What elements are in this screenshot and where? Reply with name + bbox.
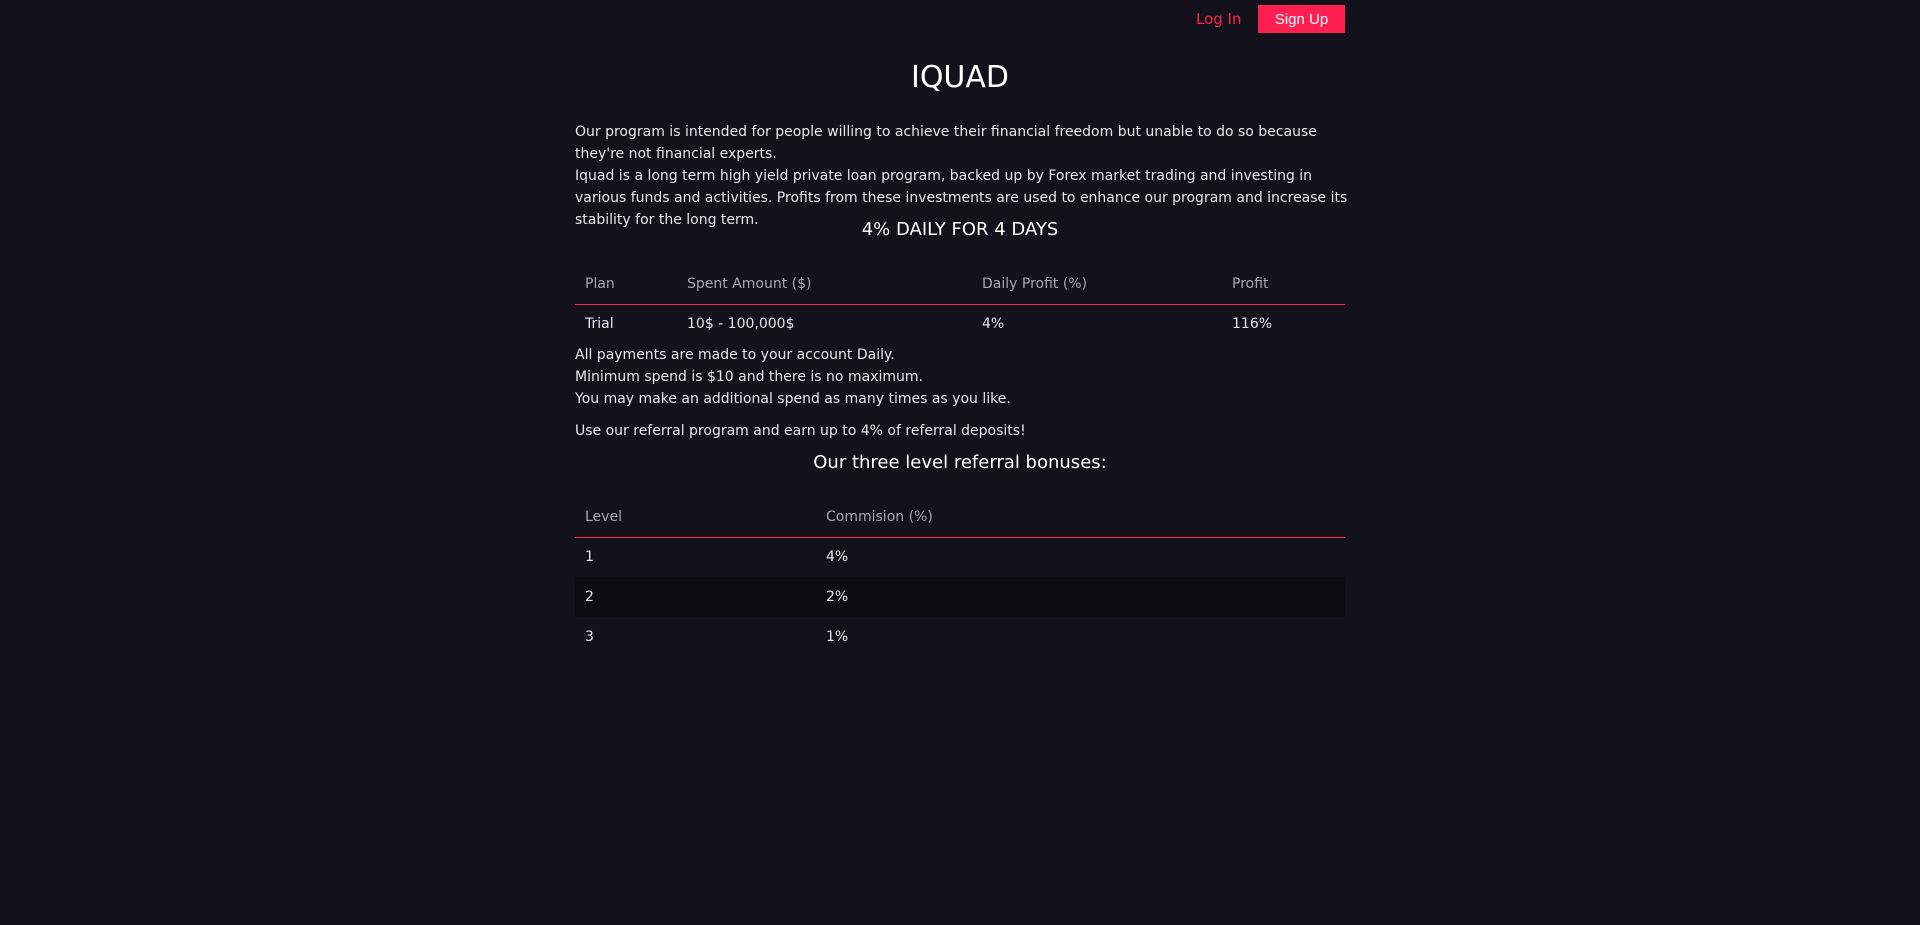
header-spent: Spent Amount ($) [677,264,972,304]
cell: 4% [826,549,849,566]
plan-table [575,264,1345,344]
referral-heading: Our three level referral bonuses: [813,452,1107,473]
cell: 2% [816,577,1345,617]
table-row [575,617,1345,657]
intro-paragraph-1: Our program is intended for people willing to achieve their financial freedom but unable to do so because they're not financial experts. [575,124,1317,162]
table-header-row [575,264,1345,304]
note-2: Minimum spend is $10 and there is no maximum. [575,369,923,385]
cell: 1% [826,629,849,645]
header-profit: Profit [1222,264,1345,304]
header-level: Level [575,497,816,537]
referral-text: Use our referral program and earn up to 4% of referral deposits! [575,423,1026,439]
note-1: All payments are made to your account Daily. [575,347,895,363]
table-header-row [575,497,1345,537]
table-row [575,577,1345,617]
table-row [575,304,1345,344]
header-daily: Daily Profit (%) [972,264,1222,304]
cell: 116% [1232,316,1273,333]
cell: 1 [585,549,594,566]
login-link[interactable]: Log In [1196,10,1242,28]
page-title: IQUAD [910,60,1010,95]
cell: 4% [982,316,1005,333]
referral-table [575,497,1345,657]
table-row [575,537,1345,577]
cell: 3 [585,629,594,645]
header-commission: Commision (%) [816,497,1345,537]
signup-button[interactable]: Sign Up [1258,5,1345,33]
plan-heading: 4% DAILY FOR 4 DAYS [861,219,1059,240]
header-plan: Plan [575,264,677,304]
cell: 2 [575,577,816,617]
intro-paragraph-2: Iquad is a long term high yield private loan program, backed up by Forex market trading and investing in various funds and activities. Profits from these investments are used to enhance our program and increase its stability for the long term. [575,168,1348,228]
cell: 10$ - 100,000$ [687,316,795,333]
note-3: You may make an additional spend as many times as you like. [575,391,1011,407]
cell: Trial [585,316,614,333]
